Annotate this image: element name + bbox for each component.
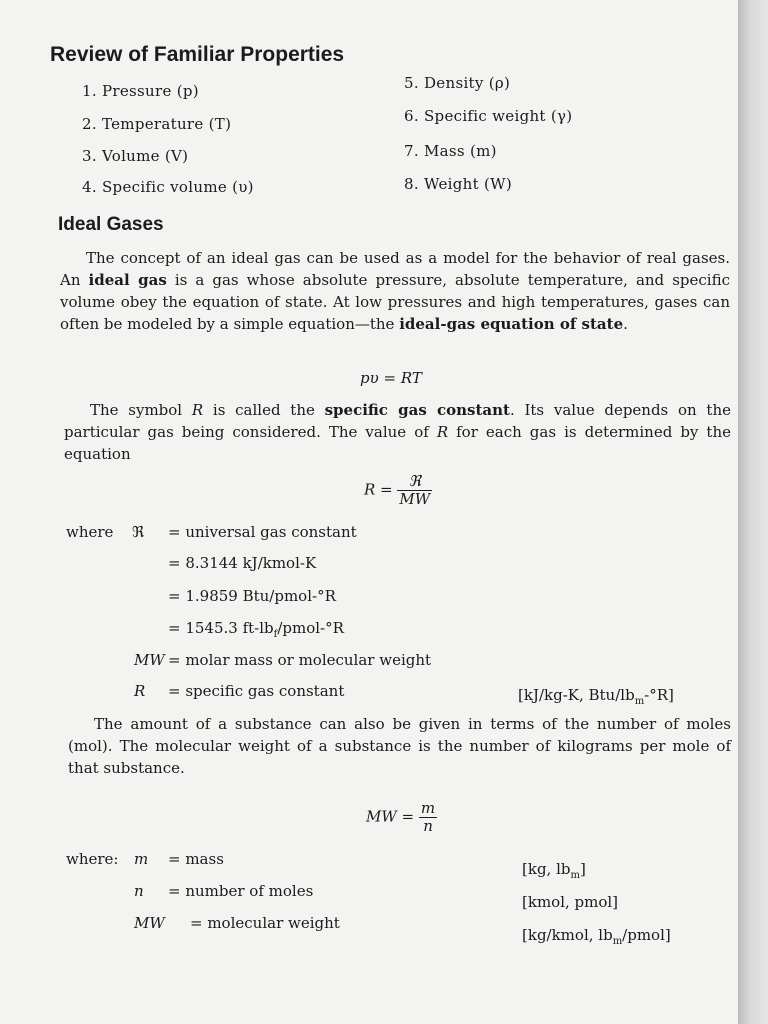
where-label: where: — [66, 850, 119, 868]
term-ideal-gas-equation: ideal-gas equation of state — [399, 315, 624, 333]
property-item-specific-volume: 4. Specific volume (υ) — [82, 178, 254, 196]
page-title: Review of Familiar Properties — [50, 43, 345, 66]
property-item-volume: 3. Volume (V) — [82, 147, 189, 165]
value-si: = 8.3144 kJ/kmol-K — [168, 554, 317, 572]
paragraph-specific-gas-constant: The symbol R is called the specific gas constant. Its value depends on the particular gas being considered. The value of R for each gas is determined by the equation — [64, 401, 731, 463]
term-ideal-gas: ideal gas — [88, 271, 167, 289]
paragraph-ideal-gas: The concept of an ideal gas can be used as a model for the behavior of real gases. An ideal gas is a gas whose absolute pressure, absolute temperature, and specific volume obey the equation of state. At low pressures and high temperatures, gases can often be modeled by a simple equation—the ideal-gas equation of state. — [60, 249, 730, 333]
equation-ideal-gas: pυ = RT — [360, 369, 422, 387]
def-mass: = mass — [168, 850, 224, 868]
property-item-temperature: 2. Temperature (T) — [82, 115, 232, 133]
value-btu: = 1.9859 Btu/pmol-°R — [168, 587, 336, 605]
page-edge-shadow — [738, 0, 768, 1024]
value-ftlbf: = 1545.3 $ft-lb_f/pmol-^\circ R$ — [168, 619, 344, 640]
symbol-n: n — [134, 882, 144, 900]
def-number-of-moles: = number of moles — [168, 882, 314, 900]
paragraph-moles: The amount of a substance can also be given in terms of the number of moles (mol). The molecular weight of a substance is the number of kilograms per mole of that substance. — [68, 715, 731, 777]
fraction: $\frac{m}{n}$ — [420, 799, 436, 835]
equation-molecular-weight: MW = $\frac{m}{n}$ — [366, 799, 436, 835]
property-item-density: 5. Density (ρ) — [404, 74, 511, 92]
fraction: $\frac{\text{ℜ}}{MW}$ — [399, 472, 431, 508]
property-item-specific-weight: 6. Specific weight (γ) — [404, 107, 573, 125]
symbol-mw: MW — [134, 651, 165, 669]
symbol-R: R — [134, 682, 146, 700]
def-universal-gas-constant: = universal gas constant — [168, 523, 357, 541]
units-molecular-weight: [kg/kmol, $lb_m/pmol$] — [522, 926, 671, 947]
property-item-weight: 8. Weight (W) — [404, 175, 513, 193]
units-mass: [kg, $lb_m$] — [522, 860, 586, 881]
def-specific-gas-constant: = specific gas constant — [168, 682, 345, 700]
symbol-universal-R: ℜ — [132, 523, 145, 541]
section-heading: Ideal Gases — [58, 214, 164, 235]
term-specific-gas-constant: specific gas constant — [324, 401, 510, 419]
def-molar-mass: = molar mass or molecular weight — [168, 651, 432, 669]
where-label: where — [66, 523, 114, 541]
units-moles: [kmol, pmol] — [522, 893, 619, 911]
property-item-mass: 7. Mass (m) — [404, 142, 497, 160]
symbol-m: m — [134, 850, 149, 868]
units-R: [kJ/kg-K, Btu/$lb_m-^\circ R$] — [518, 686, 674, 707]
symbol-mw: MW — [134, 914, 165, 932]
equation-gas-constant: R = $\frac{\text{ℜ}}{MW}$ — [364, 472, 431, 508]
property-item-pressure: 1. Pressure (p) — [82, 82, 199, 100]
def-molecular-weight: = molecular weight — [190, 914, 340, 932]
